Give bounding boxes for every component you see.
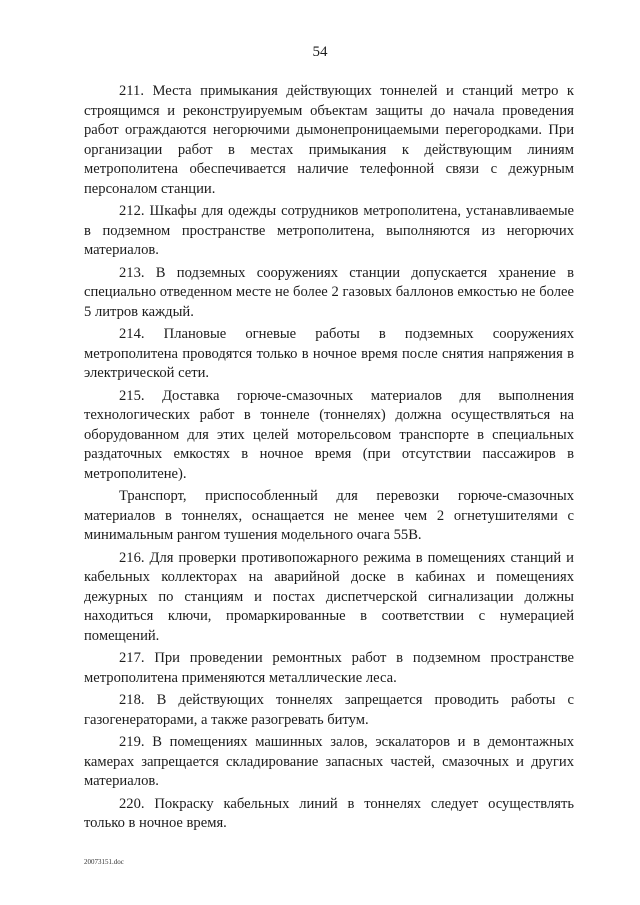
page-number: 54 (312, 44, 328, 60)
paragraph-215-transport: Транспорт, приспособленный для перевозки горюче-смазочных материалов в тоннелях, оснащается не менее чем 2 огнетушителями с минимальным рангом тушения модельного очага 55В. (84, 488, 574, 543)
paragraph-212: 212. Шкафы для одежды сотрудников метрополитена, устанавливаемые в подземном пространстве метрополитена, выполняются из негорючих материалов. (84, 203, 574, 258)
paragraph-218: 218. В действующих тоннелях запрещается проводить работы с газогенераторами, а также разогревать битум. (84, 692, 574, 728)
paragraph-215: 215. Доставка горюче-смазочных материалов для выполнения технологических работ в тоннеле (тоннелях) должна осуществляться на оборудованном для этих целей моторельсовом транспорте в специальных раздаточных емкостях в ночное время (при отсутствии пассажиров в метрополитене). (84, 387, 574, 482)
paragraph-219: 219. В помещениях машинных залов, эскалаторов и в демонтажных камерах запрещается складирование запасных частей, смазочных и других материалов. (84, 734, 574, 789)
paragraph-220: 220. Покраску кабельных линий в тоннелях следует осуществлять только в ночное время. (84, 795, 574, 831)
paragraph-211: 211. Места примыкания действующих тоннелей и станций метро к строящимся и реконструируемым объектам защиты до начала проведения работ ограждаются негорючими дымонепроницаемыми перегородками. При организации работ в местах примыкания к действующим линиям метрополитена обеспечивается наличие телефонной связи с дежурным персоналом станции. (84, 83, 574, 197)
paragraph-216: 216. Для проверки противопожарного режима в помещениях станций и кабельных коллекторах на аварийной доске в кабинах и помещениях дежурных по станциям и постах диспетчерской сигнализации должны находиться ключи, промаркированные в соответствии с нумерацией помещений. (84, 549, 574, 644)
paragraph-217: 217. При проведении ремонтных работ в подземном пространстве метрополитена применяются металлические леса. (84, 650, 574, 686)
paragraph-214: 214. Плановые огневые работы в подземных сооружениях метрополитена проводятся только в ночное время после снятия напряжения в электрической сети. (84, 326, 574, 381)
document-body (84, 82, 574, 837)
paragraph-213: 213. В подземных сооружениях станции допускается хранение в специально отведенном месте не более 2 газовых баллонов емкостью не более 5 литров каждый. (84, 264, 574, 320)
file-name-footer: 20073151.doc (84, 858, 124, 866)
